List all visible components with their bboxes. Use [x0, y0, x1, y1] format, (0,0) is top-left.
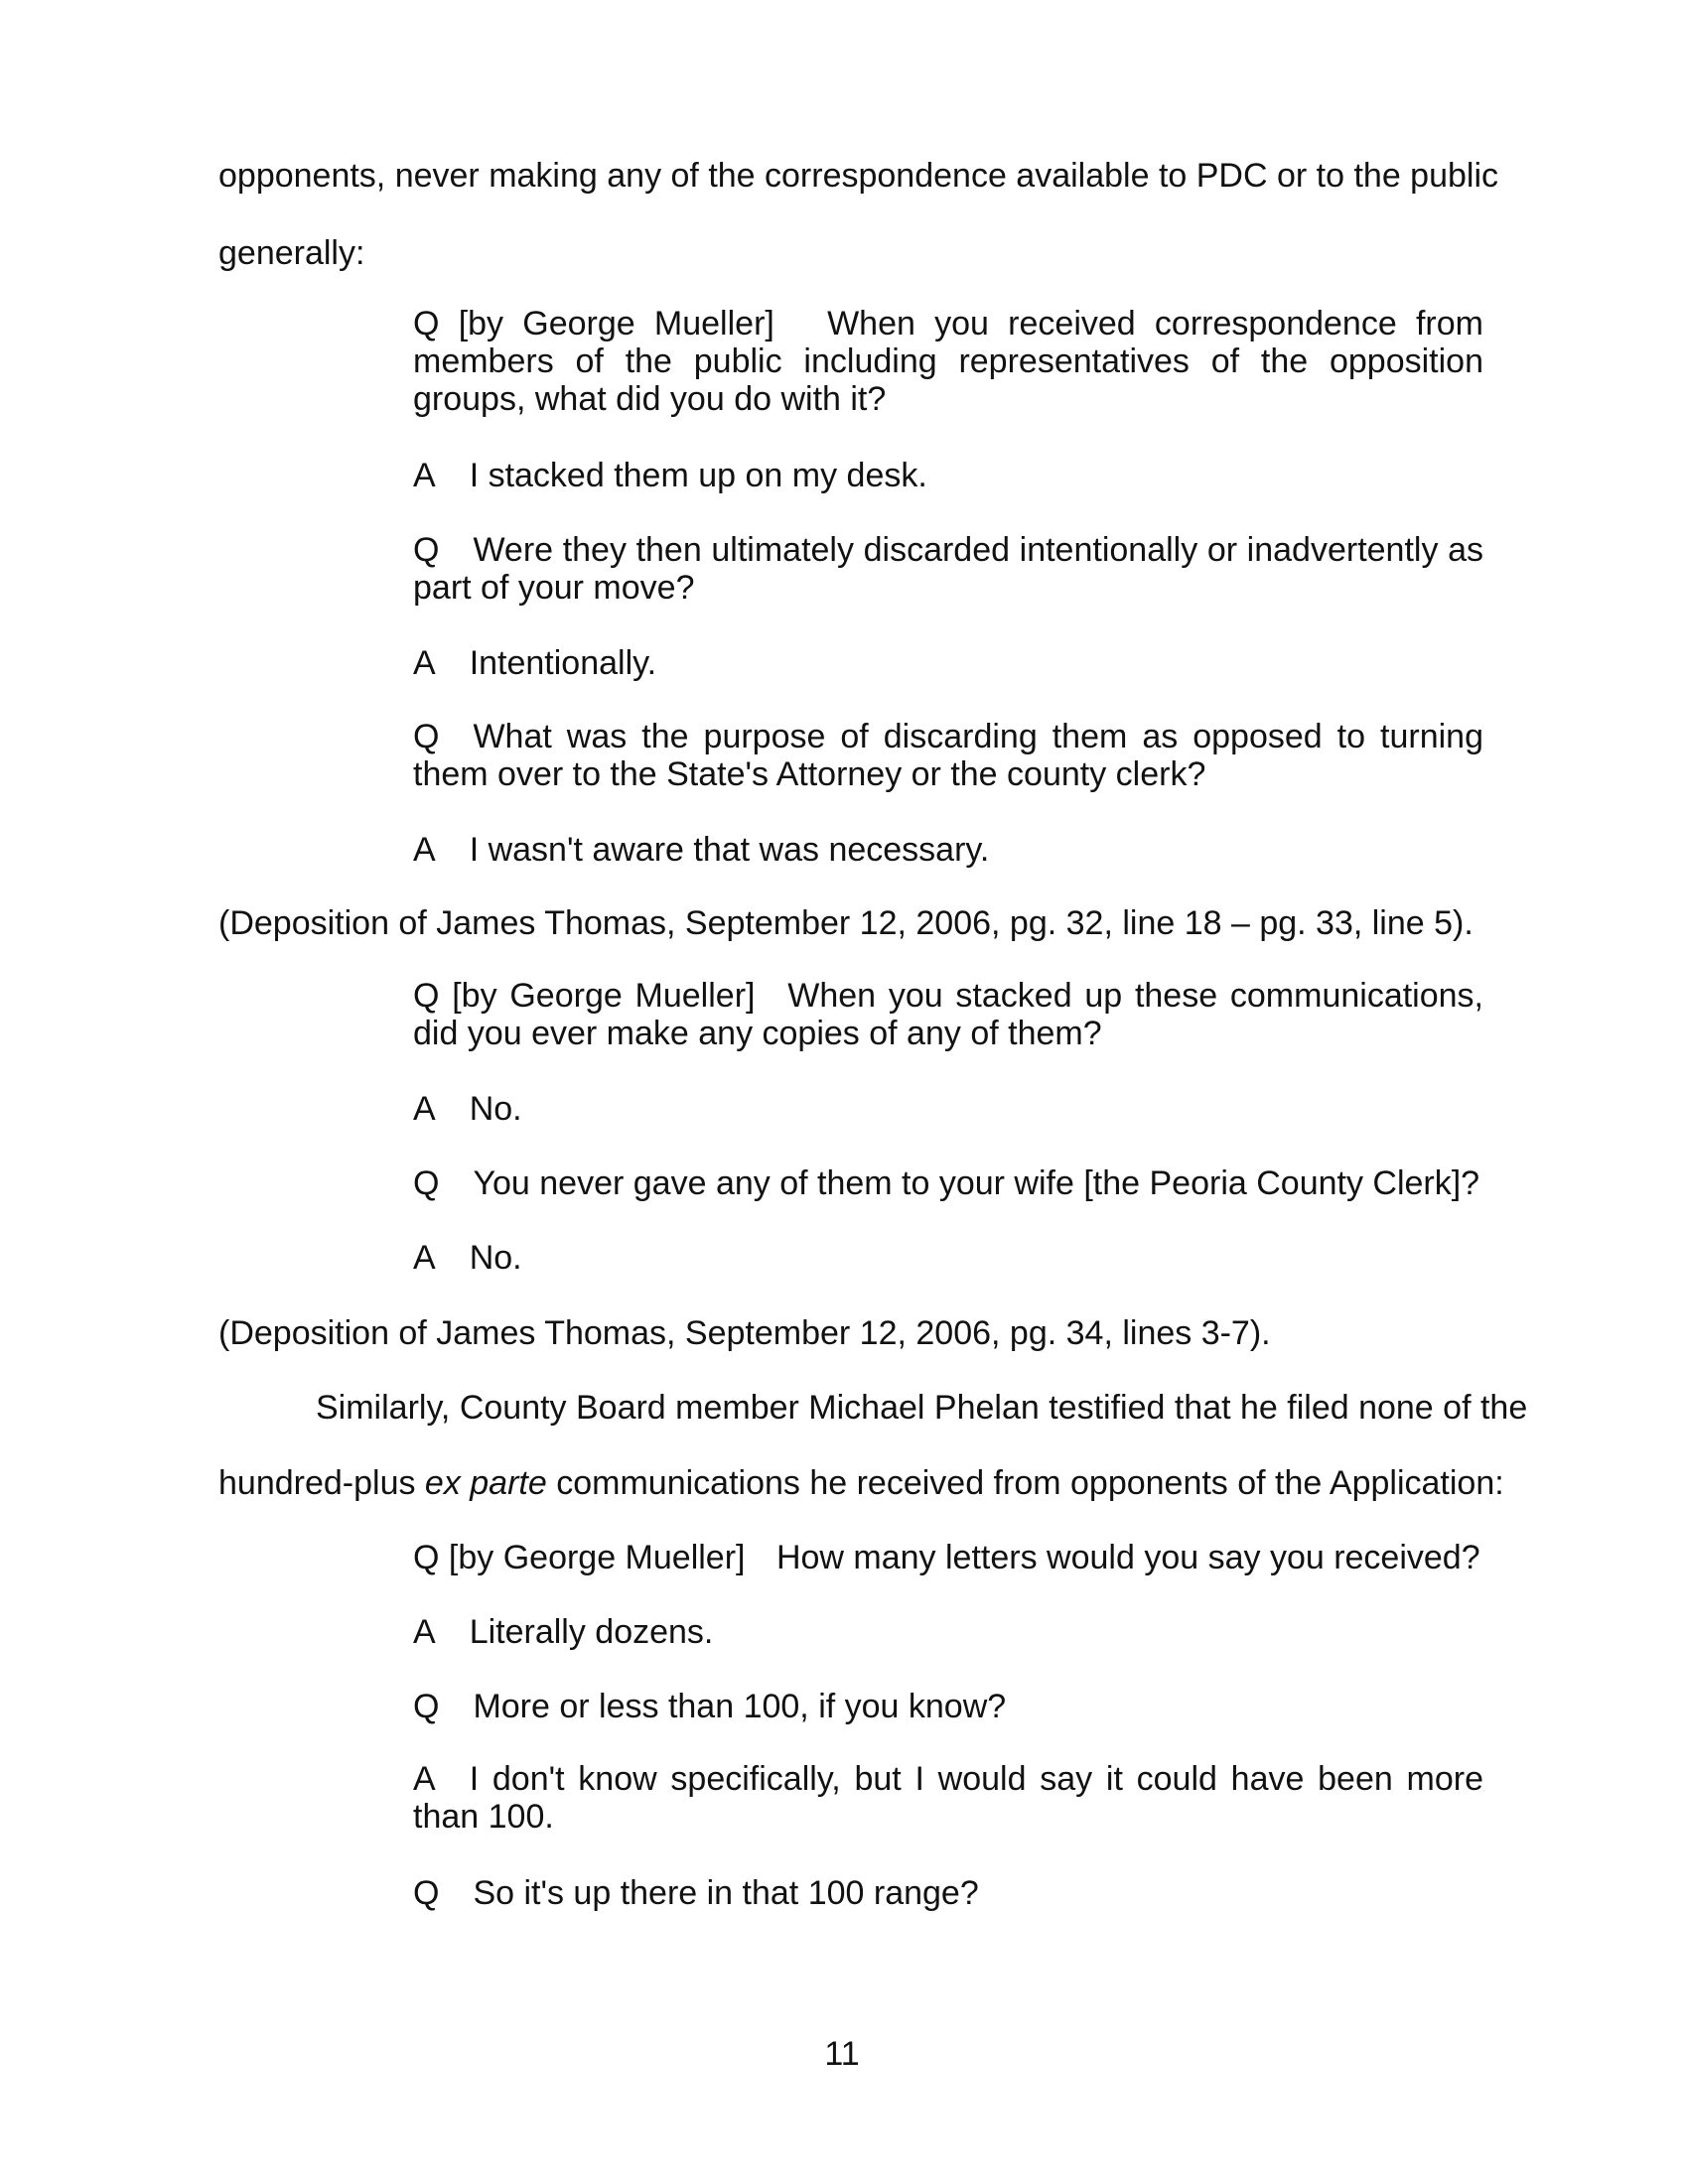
question-text: When you stacked up these communications, did you ever make any copies of any of them? [413, 977, 1483, 1052]
testimony-question [413, 1538, 1480, 1577]
speaker-label: A [413, 1760, 436, 1798]
answer-text: I don't know specifically, but I would say it could have been more than 100. [413, 1760, 1483, 1836]
question-text: When you received correspondence from members of the public including representatives of the opposition groups, what did you do with it? [413, 305, 1483, 418]
testimony-question [413, 977, 1483, 1052]
question-text: More or less than 100, if you know? [473, 1688, 1007, 1725]
testimony-question [413, 718, 1483, 793]
speaker-label: Q [413, 718, 440, 755]
body-text-segment: communications he received from opponents of the Application: [546, 1464, 1504, 1502]
testimony-answer [413, 1612, 713, 1652]
body-text-segment: hundred-plus [218, 1464, 425, 1502]
body-text-line: Similarly, County Board member Michael Phelan testified that he filed none of the [316, 1389, 1528, 1427]
speaker-label: A [413, 831, 436, 869]
page-number: 11 [824, 2035, 860, 2073]
testimony-question [413, 531, 1483, 607]
testimony-answer [413, 1760, 1483, 1836]
speaker-label: A [413, 1613, 436, 1651]
testimony-answer [413, 1238, 522, 1278]
speaker-label: Q [413, 305, 440, 342]
question-text: So it's up there in that 100 range? [473, 1874, 979, 1912]
speaker-label: Q [413, 1539, 440, 1576]
answer-text: No. [469, 1090, 522, 1128]
deposition-citation: (Deposition of James Thomas, September 12, 2006, pg. 34, lines 3-7). [218, 1314, 1271, 1352]
testimony-answer [413, 456, 927, 495]
speaker-label: A [413, 644, 436, 682]
speaker-label: Q [413, 1164, 440, 1202]
speaker-label: A [413, 1239, 436, 1277]
testimony-question [413, 1163, 1479, 1203]
body-text-line [218, 1463, 1504, 1503]
testimony-answer [413, 830, 989, 870]
question-text: What was the purpose of discarding them as opposed to turning them over to the State's Attorney or the county clerk? [413, 718, 1483, 793]
speaker-label: Q [413, 1688, 440, 1725]
question-text: How many letters would you say you received? [775, 1539, 1480, 1576]
examiner-label: [by George Mueller] [458, 305, 774, 342]
testimony-answer [413, 1089, 522, 1129]
speaker-label: A [413, 1090, 436, 1128]
answer-text: Literally dozens. [469, 1613, 714, 1651]
speaker-label: Q [413, 531, 440, 569]
body-text-line: generally: [218, 234, 365, 272]
question-text: You never gave any of them to your wife [the Peoria County Clerk]? [473, 1164, 1480, 1202]
question-text: Were they then ultimately discarded intentionally or inadvertently as part of your move? [413, 531, 1483, 607]
deposition-citation: (Deposition of James Thomas, September 12, 2006, pg. 32, line 18 – pg. 33, line 5). [218, 904, 1474, 942]
testimony-answer [413, 643, 656, 683]
answer-text: Intentionally. [469, 644, 657, 682]
speaker-label: Q [413, 977, 440, 1015]
speaker-label: A [413, 457, 436, 494]
body-text-line: opponents, never making any of the correspondence available to PDC or to the public [218, 157, 1499, 195]
testimony-question [413, 1873, 979, 1913]
speaker-label: Q [413, 1874, 440, 1912]
answer-text: I stacked them up on my desk. [469, 457, 927, 494]
answer-text: I wasn't aware that was necessary. [469, 831, 990, 869]
italic-term: ex parte [424, 1464, 547, 1502]
examiner-label: [by George Mueller] [448, 1539, 746, 1576]
examiner-label: [by George Mueller] [452, 977, 756, 1015]
testimony-question [413, 1687, 1006, 1726]
testimony-question [413, 305, 1483, 418]
answer-text: No. [469, 1239, 522, 1277]
